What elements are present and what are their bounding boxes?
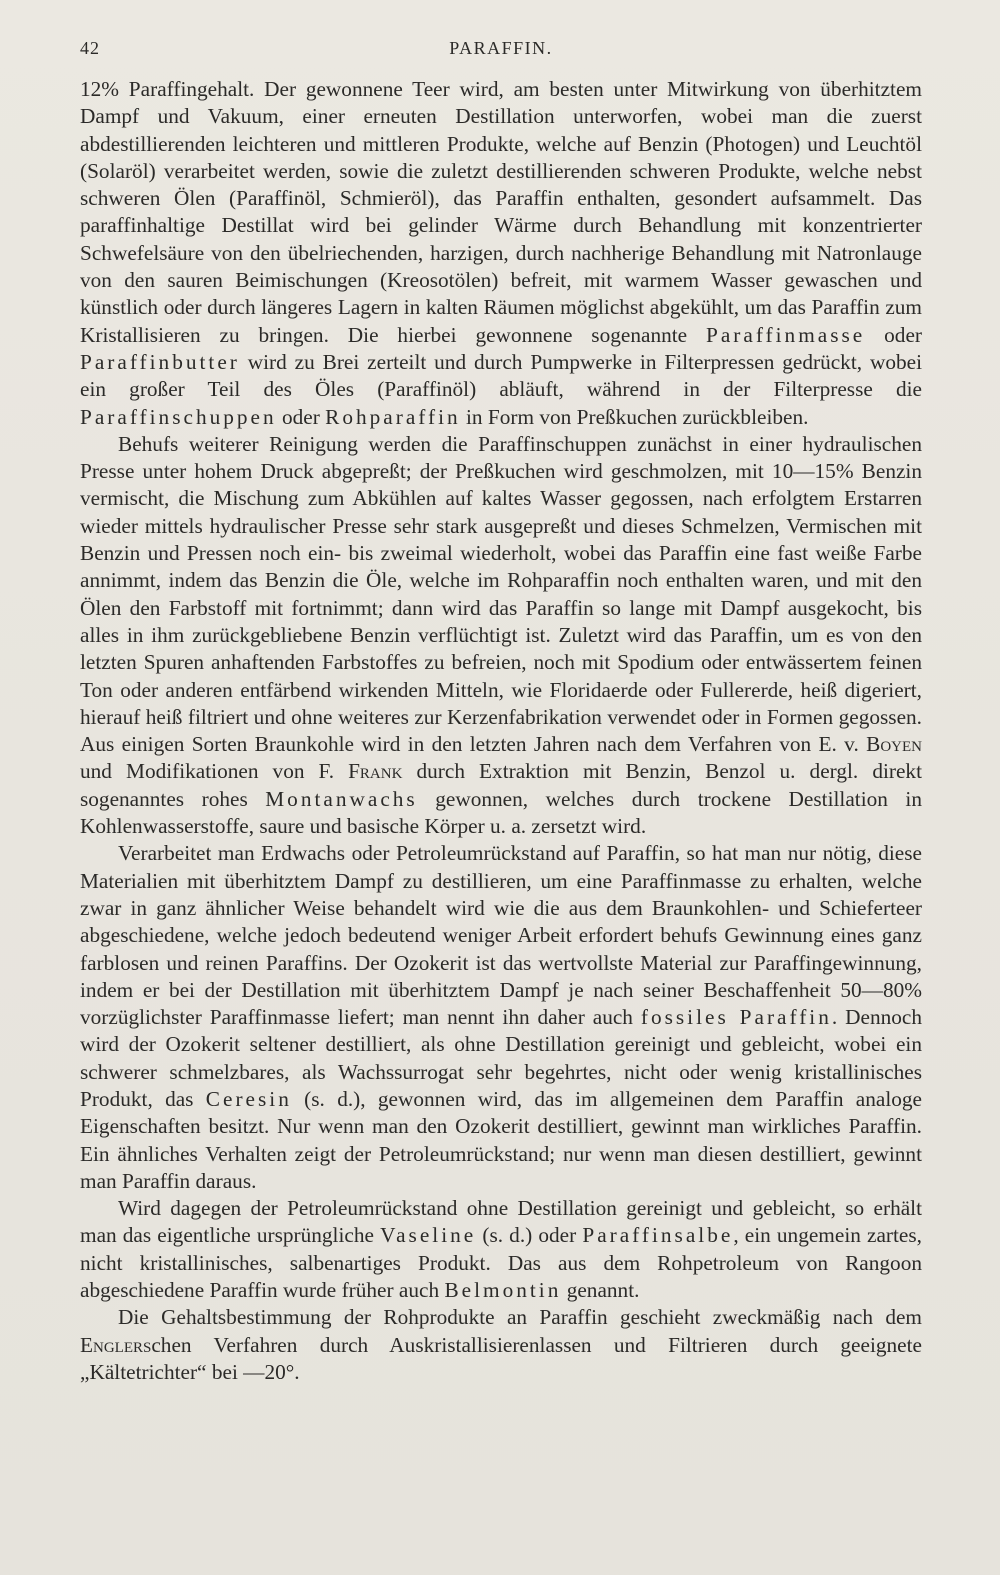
text-run: wird zu Brei zerteilt und durch Pumpwerke in Filterpressen gedrückt, wobei ein großer Teil des Öles (Paraffinöl) abläuft, während in der Filterpresse die xyxy=(80,349,922,402)
text-run: 12% Paraffingehalt. Der gewonnene Teer wird, am besten unter Mitwirkung von überhitztem Dampf und Vakuum, einer erneuten Destillation unterworfen, wobei man die zuerst abdestillierenden leichteren und mittleren Produkte, welche auf Benzin (Photogen) und Leuchtöl (Solaröl) verarbeitet werden, sowie die zuletzt destillierenden schweren Produkte, welche nebst schweren Ölen (Paraffinöl, Schmieröl), das Paraffin enthalten, gesondert aufsammelt. Das paraffinhaltige Destillat wird bei gelinder Wärme durch Behandlung mit konzentrierter Schwefelsäure von den übelriechenden, harzigen, durch nachherige Behandlung mit Natronlauge von den sauren Beimischungen (Kreosotölen) befreit, mit warmem Wasser gewaschen und künstlich oder durch längeres Lagern in kalten Räumen möglichst abgekühlt, um das Paraffin zum Kristallisieren zu bringen. Die hierbei gewonnene sogenannte xyxy=(80,77,922,347)
author-name: Englers xyxy=(80,1332,152,1357)
text-run: oder xyxy=(865,322,922,347)
author-name: Boyen xyxy=(866,732,922,757)
page-number: 42 xyxy=(80,38,100,58)
text-run: chen Verfahren durch Auskristallisierenlassen und Filtrieren durch geeignete „Kältetrichter“ bei —20°. xyxy=(80,1332,922,1384)
paragraph-1 xyxy=(80,76,922,431)
text-run: (s. d.), gewonnen wird, das im allgemeinen dem Paraffin analoge Eigenschaften besitzt. Nur wenn man den Ozokerit destilliert, gewinnt man wirkliches Paraffin. Ein ähnliches Verhalten zeigt der Petroleumrückstand; nur wenn man diesen destilliert, gewinnt man Paraffin daraus. xyxy=(80,1086,923,1193)
text-run: (s. d.) oder xyxy=(476,1223,583,1248)
text-run: . Dennoch wird der Ozokerit seltener destilliert, als ohne Destillation gereinigt und gebleicht, wobei ein schwerer schmelzbares, als Wachssurrogat sehr begehrtes, nicht oder wenig kristallinisches Produkt, das xyxy=(80,1005,922,1111)
emphasized-term: fossiles Paraffin xyxy=(640,1005,832,1030)
paragraph-5 xyxy=(80,1304,922,1386)
running-title: PARAFFIN. xyxy=(449,38,553,58)
emphasized-term: Paraffinmasse xyxy=(706,322,866,347)
text-run: gewonnen, welches durch trockene Destillation in Kohlenwasserstoffe, saure und basische Körper u. a. zersetzt wird. xyxy=(80,786,922,839)
text-run: durch Extraktion mit Benzin, Benzol u. dergl. direkt sogenanntes rohes xyxy=(80,759,922,811)
text-run: Verarbeitet man Erdwachs oder Petroleumrückstand auf Paraffin, so hat man nur nötig, diese Materialien mit überhitztem Dampf zu destillieren, um eine Paraffinmasse zu erhalten, welche zwar in ganz ähnlicher Weise behandelt wird wie die aus dem Braunkohlen- und Schieferteer abgeschiedene, welche jedoch bedeutend weniger Arbeit erfordert behufs Gewinnung eines ganz farblosen und reinen Paraffins. Der Ozokerit ist das wertvollste Material zur Paraffingewinnung, indem er bei der Destillation mit überhitztem Dampf je nach seiner Beschaffenheit 50—80% vorzüglichster Paraffinmasse liefert; man nennt ihn daher auch xyxy=(80,841,922,1030)
emphasized-term: Belmontin xyxy=(444,1278,562,1303)
text-run: , ein ungemein zartes, nicht kristallinisches, salbenartiges Produkt. Das aus dem Rohpetroleum von Rangoon abgeschiedene Paraffin wurde früher auch xyxy=(80,1223,922,1303)
emphasized-term: Paraffinsalbe xyxy=(582,1223,734,1248)
paragraph-2 xyxy=(80,431,922,840)
emphasized-term: Ceresin xyxy=(205,1086,292,1111)
text-run: und Modifikationen von F. xyxy=(80,759,349,784)
text-run: Wird dagegen der Petroleumrückstand ohne Destillation gereinigt und gebleicht, so erhält man das eigentliche ursprüngliche xyxy=(80,1196,922,1248)
emphasized-term: Paraffinschuppen xyxy=(80,404,277,429)
text-run: genannt. xyxy=(561,1278,640,1303)
paragraph-3 xyxy=(80,840,922,1195)
emphasized-term: Rohparaffin xyxy=(325,404,461,429)
text-run: Behufs weiterer Reinigung werden die Paraffinschuppen zunächst in einer hydraulischen Presse unter hohem Druck abgepreßt; der Preßkuchen wird geschmolzen, mit 10—15% Benzin vermischt, die Mischung zum Abkühlen auf kaltes Wasser gegossen, nach erfolgtem Erstarren wieder mittels hydraulischer Presse sehr stark ausgepreßt und dieses Schmelzen, Vermischen mit Benzin und Pressen noch ein- bis zweimal wiederholt, wobei das Paraffin eine fast weiße Farbe annimmt, indem das Benzin die Öle, welche im Rohparaffin noch enthalten waren, und mit den Ölen den Farbstoff mit fortnimmt; dann wird das Paraffin so lange mit Dampf ausgekocht, bis alles in ihm zurückgebliebene Benzin verflüchtigt ist. Zuletzt wird das Paraffin, um es von den letzten Spuren anhaftenden Farbstoffes zu befreien, noch mit Spodium oder entwässertem feinen Ton oder anderen entfärbend wirkenden Mitteln, wie Floridaerde oder Fullererde, heiß digeriert, hierauf heiß filtriert und ohne weiteres zur Kerzenfabrikation verwendet oder in Formen gegossen. Aus einigen Sorten Braunkohle wird in den letzten Jahren nach dem Verfahren von E. v. xyxy=(80,431,922,757)
emphasized-term: Vaseline xyxy=(380,1223,477,1248)
body-text xyxy=(80,76,922,1386)
text-run: in Form von Preßkuchen zurückbleiben. xyxy=(460,404,809,429)
author-name: Frank xyxy=(348,759,403,784)
text-run: oder xyxy=(276,404,326,429)
page-header xyxy=(80,38,922,68)
text-run: Die Gehaltsbestimmung der Rohprodukte an Paraffin geschieht zweckmäßig nach dem xyxy=(118,1305,922,1330)
emphasized-term: Montanwachs xyxy=(265,786,418,811)
paragraph-4 xyxy=(80,1195,922,1304)
emphasized-term: Paraffinbutter xyxy=(80,349,240,374)
